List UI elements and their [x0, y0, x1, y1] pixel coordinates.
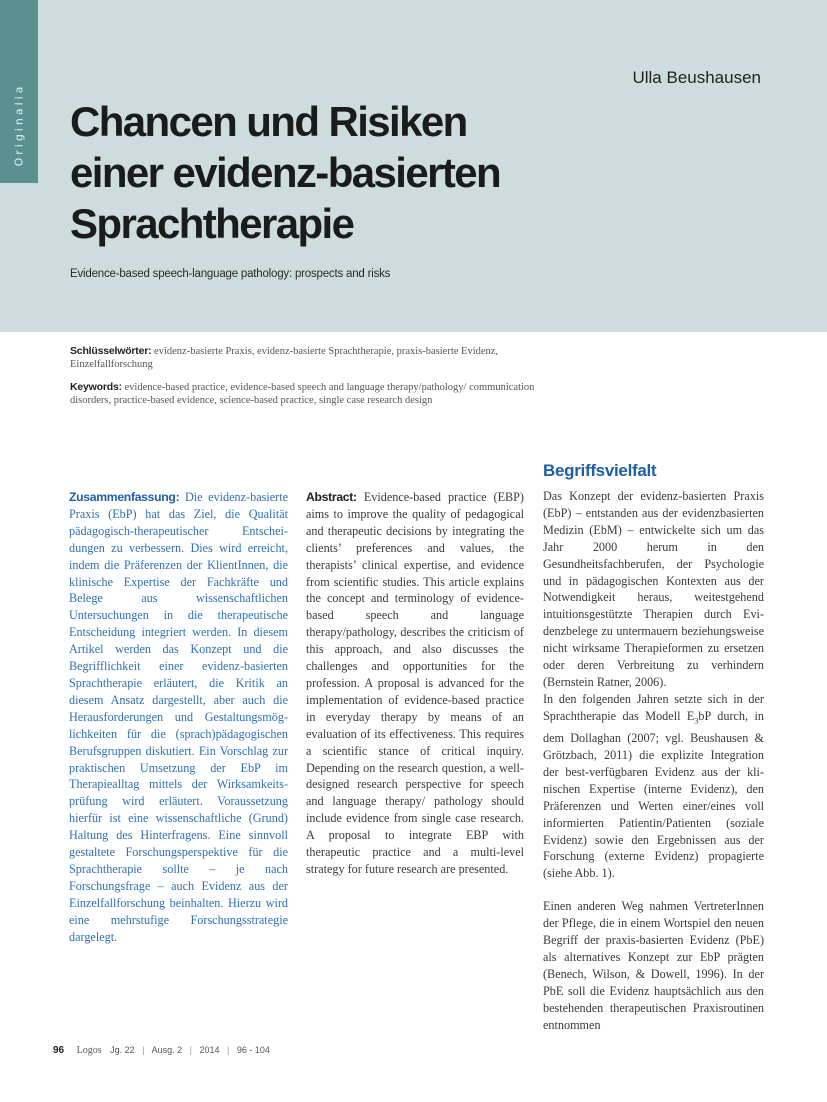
keywords-german-text: evidenz-basierte Praxis, evidenz-basierte Sprachtherapie, praxis-basierte Evidenz, Einzelfallforschung	[70, 346, 499, 370]
page-number: 96	[53, 1045, 65, 1056]
body-paragraph: Einen anderen Weg nahmen VertreterInnen der Pflege, die in einem Wortspiel den neuen Begriff der praxis-basierten Evidenz (PbE) als alternatives Konzept zur EbP prägten (Benech, Wilson, & Dowell, 1996). In der PbE soll die Evidenz hauptsächlich aus den bestehenden therapeutischen Praxisroutinen entnommen	[543, 899, 764, 1032]
body-column	[543, 488, 764, 1034]
page-range: 96 - 104	[236, 1045, 270, 1055]
para2-start: In den folgenden Jahren setzte sich in der Sprachtherapie das Modell E	[543, 691, 764, 723]
body-paragraph	[543, 692, 764, 881]
volume: Jg. 22	[110, 1045, 135, 1055]
separator: |	[142, 1045, 145, 1055]
keywords-english	[70, 381, 540, 407]
journal-name: Logos	[76, 1045, 102, 1056]
para2-end: bP durch, in dem Dollaghan (2007; vgl. Beushausen & Grötzbach, 2011) die explizite Integration der best-verfügbaren Evidenz aus der klinischen Expertise (interne Evidenz), den Präferenzen und Werten einer/eines voll informierten Patientin/Patienten (soziale Evidenz) sowie den Ergebnissen aus der Forschung (externe Evidenz) propagierte (siehe Abb. 1).	[543, 708, 764, 881]
separator: |	[227, 1045, 230, 1055]
page-footer	[53, 1045, 270, 1056]
keywords-german-label: Schlüsselwörter:	[70, 345, 152, 357]
body-paragraph: Das Konzept der evidenz-basierten Praxis (EbP) – entstanden aus der evidenzbasierten Medizin (EbM) – entwickelte sich um das Jahr 2000 herum in den Gesundheitsfachberufen, der Psychologie und in pädagogischen Kontexten aus der Notwendigkeit heraus, weitestgehend intuitionsgestützte Therapien durch Evidenzbelege zu untermauern beziehungsweise nicht wirksame Therapieformen zu ersetzen oder deren Verbreitung zu verhindern (Bernstein Ratner, 2006).	[543, 489, 764, 689]
title-line: Chancen und Risiken	[70, 98, 467, 145]
keywords-english-text: evidence-based practice, evidence-based speech and language therapy/pathology/ communication disorders, practice-based evidence, science-based practice, single case research design	[70, 382, 535, 406]
keywords-german	[70, 345, 540, 371]
author-name: Ulla Beushausen	[632, 68, 761, 87]
section-heading: Begriffsvielfalt	[543, 461, 657, 480]
year: 2014	[199, 1045, 220, 1055]
keywords-english-label: Keywords:	[70, 381, 122, 393]
article-subtitle: Evidence-based speech-language pathology: prospects and risks	[70, 268, 391, 280]
abstract-label: Abstract:	[306, 490, 357, 504]
title-line: einer evidenz-basierten	[70, 149, 501, 196]
separator: |	[189, 1045, 192, 1055]
section-tab	[0, 0, 38, 183]
abstract-text: Evidence-based practice (EBP) aims to improve the quality of pedagogical and therapeutic decisions by integrating the clients’ preferences and values, the therapists’ clinical expertise, and evidence from scientific studies. This article explains the concept and terminology of evidence-based speech and language therapy/pathology, describes the criticism of this approach, and also discusses the challenges and opportunities for the profession. A proposal is advanced for the implementation of evidence-based practice in everyday therapy by means of an evaluation of its effectiveness. This requires a scientific stance of critical inquiry. Depending on the research question, a well-designed research perspective for speech and language therapy/ pathology should include evidence from single case research. A proposal to integrate EBP with therapeutic practice and a multi-level strategy for future research are presented.	[306, 490, 524, 876]
summary-german	[69, 489, 288, 945]
summary-label: Zusammenfassung:	[69, 490, 180, 504]
summary-text: Die evidenz-basierte Praxis (EbP) hat das Ziel, die Qualität pädagogisch-therapeutischer Entscheidungen zu verbessern. Dies wird erreicht, indem die Präferenzen der KlientInnen, die klinische Expertise der Fachkräfte und Belege aus wissenschaftlichen Untersuchungen in die therapeutische Entscheidung integriert werden. In diesem Artikel werden das Konzept und die Begrifflichkeit einer evidenz-basierten Sprachtherapie erläutert, die Kritik an diesem Ansatz dargestellt, aber auch die Herausforderungen und Gestaltungsmöglichkeiten für die (sprach)pädagogischen Berufsgruppen diskutiert. Ein Vorschlag zur praktischen Umsetzung der EbP im Therapiealltag mittels der Wirksamkeitsprüfung wird erläutert. Voraussetzung hierfür ist eine wissenschaftliche (Grund) Haltung des Hinterfragens. Eine sinnvoll gestaltete Forschungsperspektive für die Sprachtherapie sollte – je nach Forschungsfrage – auch Evidenz aus der Einzelfallforschung beinhalten. Hierzu wird eine mehrstufige Forschungsstrategie dargelegt.	[69, 490, 288, 944]
issue: Ausg. 2	[151, 1045, 183, 1055]
section-tab-label: Originalia	[12, 83, 26, 167]
title-line: Sprachtherapie	[70, 200, 354, 247]
abstract-english	[306, 489, 524, 878]
subscript: 3	[694, 716, 699, 726]
article-title	[70, 96, 670, 249]
